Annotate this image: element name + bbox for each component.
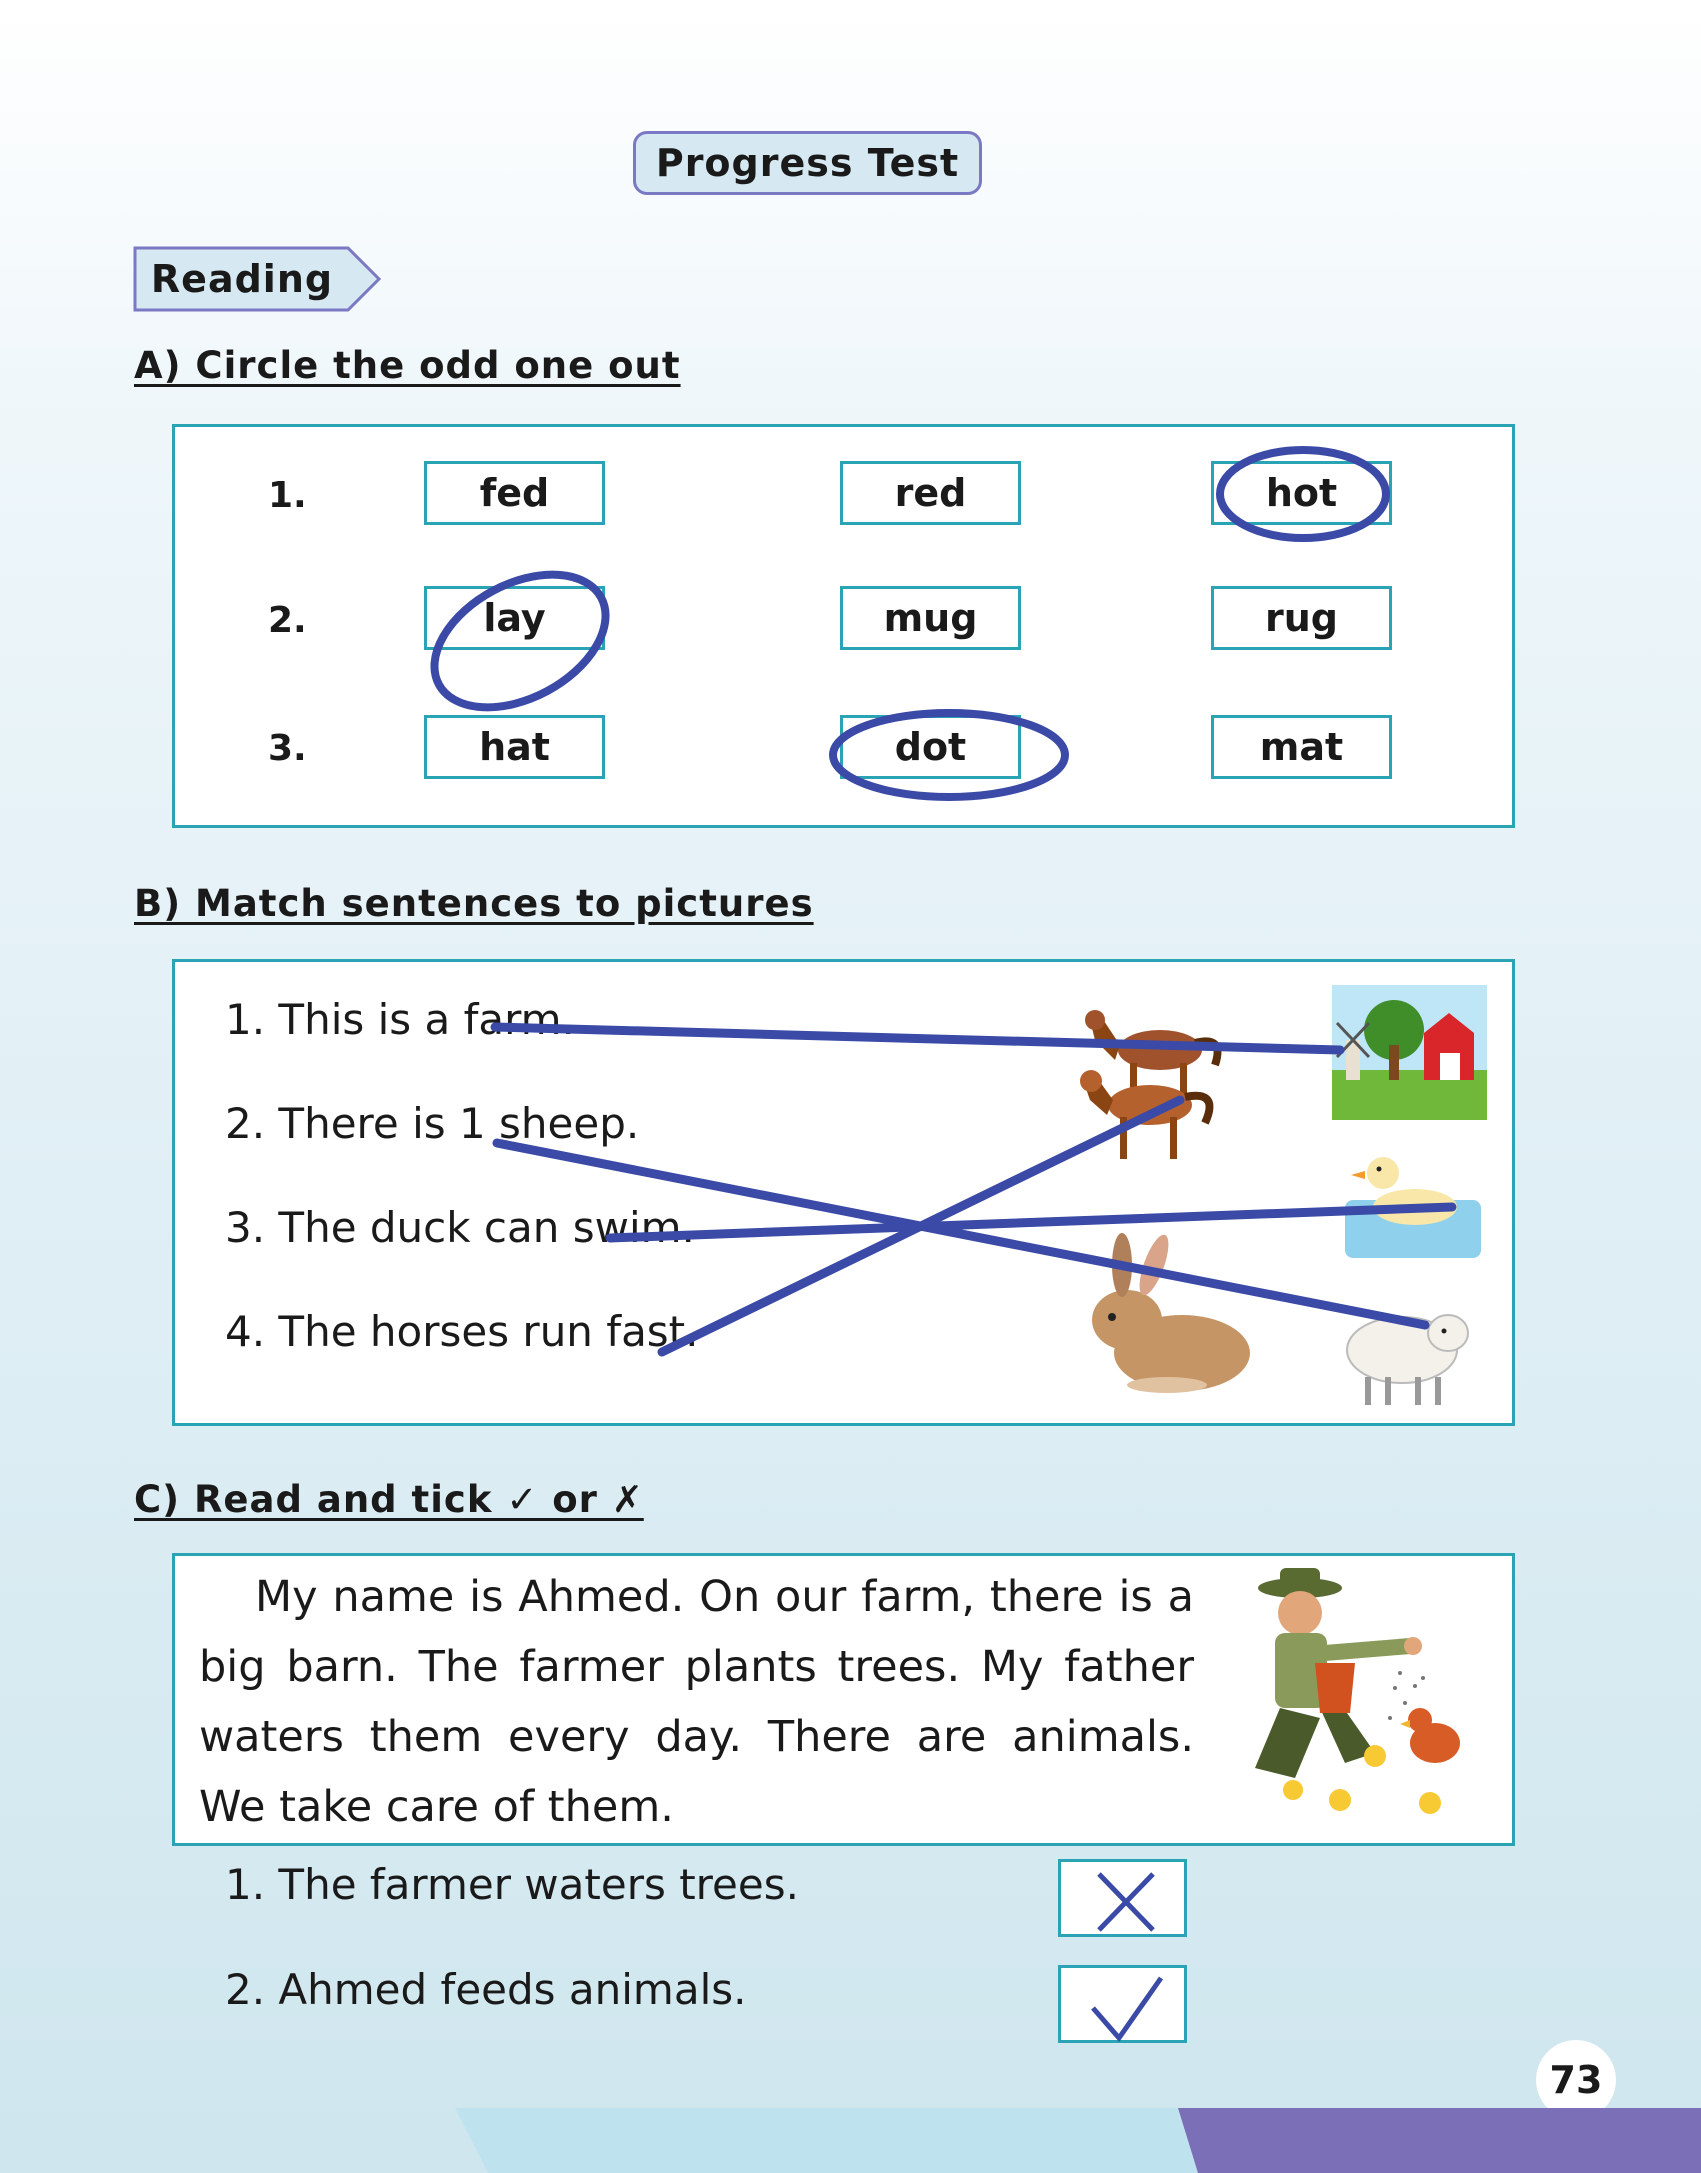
row-number: 3. xyxy=(268,728,307,769)
word-option[interactable]: rug xyxy=(1211,586,1392,650)
word-option[interactable]: red xyxy=(840,461,1021,525)
match-line-duck xyxy=(610,1207,1452,1238)
answer-box-2[interactable] xyxy=(1058,1965,1187,2043)
match-sentence: 1. This is a farm. xyxy=(225,995,575,1044)
page-number: 73 xyxy=(1536,2040,1616,2120)
tick-mark-icon xyxy=(1061,1968,1190,2046)
word-option[interactable]: mug xyxy=(840,586,1021,650)
section-a-heading: A) Circle the odd one out xyxy=(134,344,681,387)
match-sentence: 4. The horses run fast. xyxy=(225,1307,699,1356)
reading-passage: My name is Ahmed. On our farm, there is a big barn. The farmer plants trees. My father waters them every day. There are animals. We take care of them. xyxy=(199,1572,1194,1832)
statement: 2. Ahmed feeds animals. xyxy=(225,1965,747,2014)
chicken-icon xyxy=(1400,1708,1460,1763)
farmer-icon xyxy=(1255,1568,1422,1778)
match-sentence: 3. The duck can swim. xyxy=(225,1203,695,1252)
word-option[interactable]: lay xyxy=(424,586,605,650)
tab-label: Reading xyxy=(150,257,334,301)
match-sentence: 2. There is 1 sheep. xyxy=(225,1099,640,1148)
match-line-farm xyxy=(495,1027,1340,1050)
row-number: 2. xyxy=(268,600,307,641)
footer-band xyxy=(0,2108,1701,2173)
word-option[interactable]: mat xyxy=(1211,715,1392,779)
cross-mark-icon xyxy=(1061,1862,1190,1940)
page-title: Progress Test xyxy=(633,131,982,195)
word-option[interactable]: dot xyxy=(840,715,1021,779)
match-line-horses xyxy=(662,1100,1180,1352)
section-c-heading: C) Read and tick ✓ or ✗ xyxy=(134,1478,644,1521)
section-b-heading: B) Match sentences to pictures xyxy=(134,882,814,925)
word-option[interactable]: hat xyxy=(424,715,605,779)
statement: 1. The farmer waters trees. xyxy=(225,1860,799,1909)
answer-box-1[interactable] xyxy=(1058,1859,1187,1937)
farmer-picture xyxy=(1235,1568,1480,1838)
word-option[interactable]: hot xyxy=(1211,461,1392,525)
row-number: 1. xyxy=(268,475,307,516)
word-option[interactable]: fed xyxy=(424,461,605,525)
